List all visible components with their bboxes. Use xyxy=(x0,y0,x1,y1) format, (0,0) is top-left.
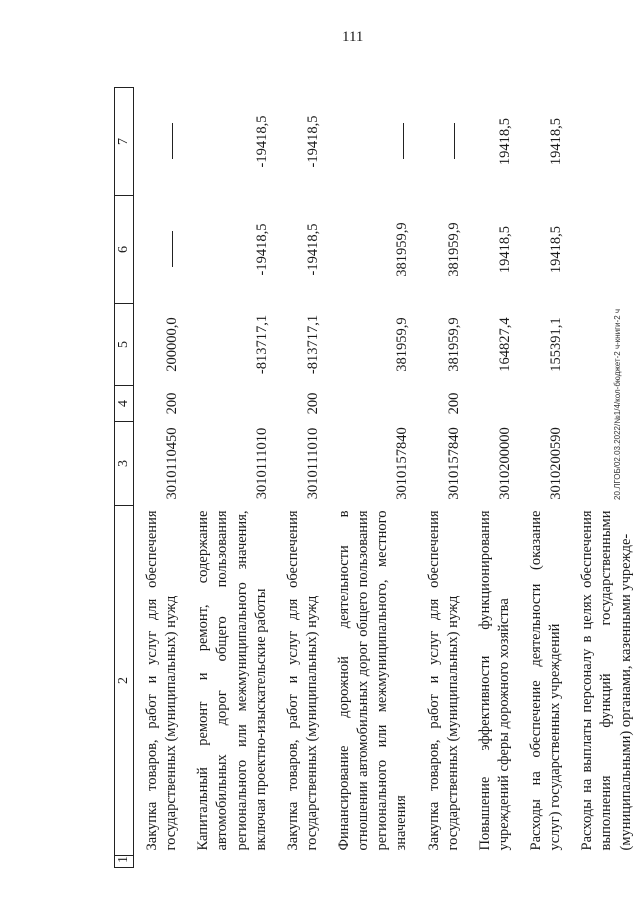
row-expense-type xyxy=(569,386,639,422)
row-target-code: 3010111010 xyxy=(253,427,270,500)
row-index-cell xyxy=(134,856,186,868)
row-target-code: 3010110450 xyxy=(164,427,181,500)
empty-value-dash xyxy=(454,124,455,160)
row-index-cell xyxy=(467,856,518,868)
row-amount-col7: -19418,5 xyxy=(253,115,270,168)
row-expense-type: 200 xyxy=(445,392,462,415)
row-amount-col7 xyxy=(326,88,416,196)
row-amount-col6: -19418,5 xyxy=(304,223,321,276)
header-cell: 6 xyxy=(115,196,134,304)
table-header-row xyxy=(115,88,134,868)
table-row xyxy=(326,88,416,868)
row-description: Расходы на обеспечение деятельности (оказание услуг) государственных учреждений xyxy=(528,510,564,851)
row-expense-type xyxy=(185,386,275,422)
header-cell: 2 xyxy=(115,506,134,856)
table-row xyxy=(518,88,569,868)
row-description: Закупка товаров, работ и услуг для обеспечения государственных (муниципальных) нужд xyxy=(425,510,461,851)
row-index-cell xyxy=(326,856,416,868)
row-amount-col6: 381959,9 xyxy=(394,222,411,277)
row-target-code: 3010200590 xyxy=(548,427,565,500)
row-description: Повышение эффективности функционирования учреждений сферы дорожного хозяйства xyxy=(476,510,512,851)
row-index-cell xyxy=(185,856,275,868)
row-amount-col5: 200000,0 xyxy=(164,317,181,372)
row-expense-type xyxy=(467,386,518,422)
row-target-code: 3010200000 xyxy=(496,427,513,500)
table-row xyxy=(569,88,639,868)
empty-value-dash xyxy=(403,124,404,160)
row-description: Расходы на выплаты персоналу в целях обеспечения выполнения функций государственными (муниципальными) органами, казенными учрежде- xyxy=(579,510,634,851)
row-index-cell xyxy=(569,856,639,868)
header-cell: 3 xyxy=(115,422,134,506)
row-amount-col7: 19418,5 xyxy=(496,117,513,166)
table-row xyxy=(416,88,467,868)
margin-note: 20.ЛГОБ/02.03.2022/№1/4/кол-бюджет-2 ч-книги-2 ч xyxy=(613,308,622,500)
row-amount-col7: 19418,5 xyxy=(548,117,565,166)
header-cell: 5 xyxy=(115,304,134,386)
row-amount-col6 xyxy=(569,196,639,304)
row-target-code: 3010157840 xyxy=(394,427,411,500)
row-amount-col5: 164827,4 xyxy=(496,317,513,372)
row-amount-col6: 381959,9 xyxy=(445,222,462,277)
row-amount-col6 xyxy=(134,196,186,304)
row-target-code xyxy=(569,422,639,506)
row-amount-col5 xyxy=(569,304,639,386)
row-index-cell xyxy=(416,856,467,868)
row-index-cell xyxy=(275,856,326,868)
row-description: Закупка товаров, работ и услуг для обеспечения государственных (муниципальных) нужд xyxy=(144,510,180,851)
row-expense-type: 200 xyxy=(164,392,181,415)
table-row xyxy=(185,88,275,868)
row-amount-col5: 381959,9 xyxy=(445,317,462,372)
row-amount-col5: -813717,1 xyxy=(304,314,321,375)
row-amount-col7 xyxy=(569,88,639,196)
row-target-code: 3010111010 xyxy=(304,427,321,500)
row-description: Финансирование дорожной деятельности в отношении автомобильных дорог общего пользования регионального или межмуниципального, местного значения xyxy=(336,510,410,851)
empty-value-dash xyxy=(172,124,173,160)
row-description: Закупка товаров, работ и услуг для обеспечения государственных (муниципальных) нужд xyxy=(284,510,320,851)
row-index-cell xyxy=(518,856,569,868)
row-amount-col6: -19418,5 xyxy=(253,223,270,276)
row-amount-col7 xyxy=(416,88,467,196)
row-amount-col6: 19418,5 xyxy=(496,225,513,274)
row-target-code: 3010157840 xyxy=(445,427,462,500)
row-expense-type: 200 xyxy=(304,392,321,415)
row-amount-col7: -19418,5 xyxy=(304,115,321,168)
table-row xyxy=(467,88,518,868)
budget-table xyxy=(114,87,640,868)
row-amount-col5: 381959,9 xyxy=(394,317,411,372)
row-description: Капитальный ремонт и ремонт, содержание автомобильных дорог общего пользования регионального или межмуниципального значения, включая проектно-изыскательские работы xyxy=(195,510,269,851)
row-amount-col6: 19418,5 xyxy=(548,225,565,274)
budget-table-body xyxy=(115,88,640,868)
row-expense-type xyxy=(326,386,416,422)
row-amount-col5: -813717,1 xyxy=(253,314,270,375)
page-number: 111 xyxy=(342,29,364,45)
row-expense-type xyxy=(518,386,569,422)
row-amount-col7 xyxy=(134,88,186,196)
table-row xyxy=(275,88,326,868)
header-cell: 4 xyxy=(115,386,134,422)
row-amount-col5: 155391,1 xyxy=(548,317,565,372)
empty-value-dash xyxy=(172,232,173,268)
table-row xyxy=(134,88,186,868)
header-cell: 1 xyxy=(115,856,134,868)
header-cell: 7 xyxy=(115,88,134,196)
